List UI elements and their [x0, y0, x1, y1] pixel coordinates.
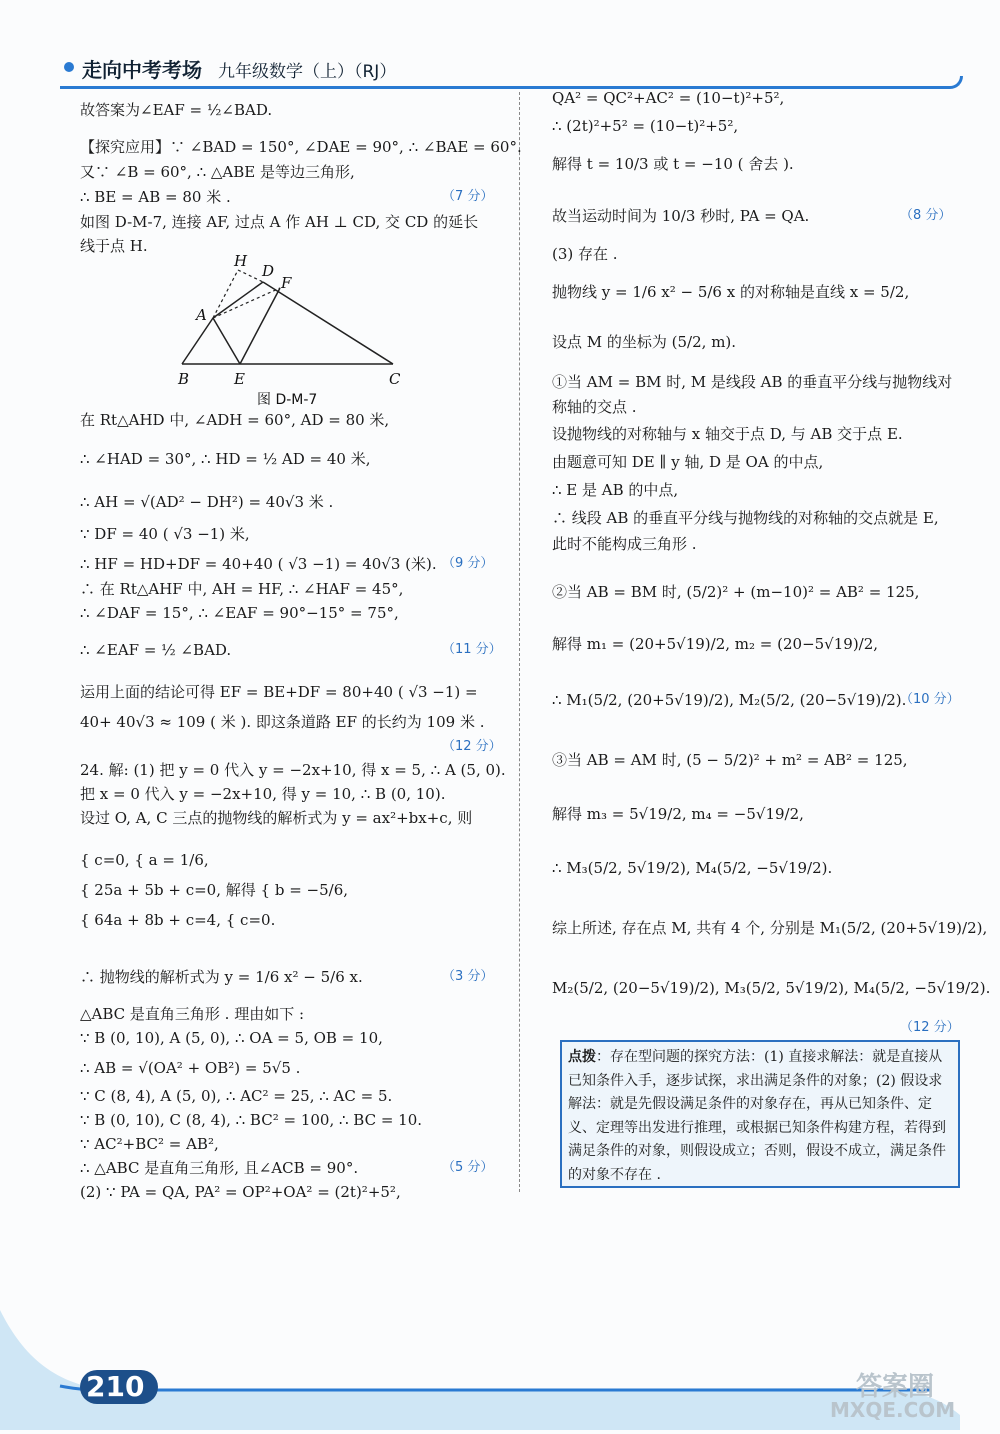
text-line [80, 878, 348, 902]
score-mark: （7 分） [442, 189, 494, 204]
label-e: E [234, 370, 245, 388]
text-line [80, 135, 522, 159]
text-line [80, 447, 370, 471]
text-line [552, 242, 618, 266]
line-text: ∴ 在 Rt△AHF 中, AH = HF, ∴ ∠HAF = 45°, [80, 580, 404, 598]
line-text: 运用上面的结论可得 EF = BE+DF = 80+40 ( √3 −1) = [80, 683, 478, 701]
line-text: 抛物线 y = 1/6 x² − 5/6 x 的对称轴是直线 x = 5/2, [552, 283, 910, 301]
segment-ab [182, 318, 213, 364]
line-text: ∴ M₁(5/2, (20+5√19)/2), M₂(5/2, (20−5√19)/2). [552, 691, 907, 709]
text-line [80, 1002, 304, 1026]
text-line [80, 522, 250, 546]
text-line [552, 204, 809, 228]
line-text: 此时不能构成三角形 . [552, 535, 697, 553]
tip-box [560, 1040, 960, 1188]
line-text: { 64a + 8b + c=4, { c=0. [80, 911, 276, 929]
line-text: 40+ 40√3 ≈ 109 ( 米 ). 即这条道路 EF 的长约为 109 米 . [80, 713, 485, 731]
line-text: QA² = QC²+AC² = (10−t)²+5², [552, 89, 785, 107]
label-b: B [178, 370, 190, 388]
line-text: ∴ BE = AB = 80 米 . [80, 188, 231, 206]
score-mark: （10 分） [900, 692, 960, 707]
text-line [552, 532, 697, 556]
line-text: ②当 AB = BM 时, (5/2)² + (m−10)² = AB² = 125, [552, 583, 920, 601]
line-text: 设抛物线的对称轴与 x 轴交于点 D, 与 AB 交于点 E. [552, 425, 903, 443]
line-text: 【探究应用】∵ ∠BAD = 150°, ∠DAE = 90°, ∴ ∠BAE = 60°. [80, 138, 522, 156]
text-line [80, 1108, 422, 1132]
line-text: ∴ E 是 AB 的中点, [552, 481, 679, 499]
line-text: 把 x = 0 代入 y = −2x+10, 得 y = 10, ∴ B (0, 10). [80, 785, 446, 803]
text-line [80, 638, 231, 662]
text-line [80, 1026, 383, 1050]
text-line [80, 1180, 401, 1204]
score-mark: （12 分） [442, 739, 502, 754]
score-mark: （11 分） [442, 642, 502, 657]
line-text: ∴ 抛物线的解析式为 y = 1/6 x² − 5/6 x. [80, 968, 363, 986]
text-line [552, 802, 804, 826]
text-line [552, 748, 908, 772]
label-d: D [262, 262, 275, 280]
line-text: 在 Rt△AHD 中, ∠ADH = 60°, AD = 80 米, [80, 411, 390, 429]
score-mark: （9 分） [442, 556, 494, 571]
text-line [552, 580, 919, 604]
text-line [80, 908, 275, 932]
line-text: { 25a + 5b + c=0, 解得 { b = −5/6, [80, 881, 349, 899]
line-text: 设点 M 的坐标为 (5/2, m). [552, 333, 737, 351]
tip-text: ：存在型问题的探究方法：(1) 直接求解法：就是直接从已知条件入手，逐步试探，求出满足条件的对象；(2) 假设求解法：就是先假设满足条件的对象存在，再从已知条件、定义、定理等出发进行推理，或根据已知条件构建方程，若得到满足条件的对象，则假设成立；否则，假设不成立，满足条件的对象不存在 . [568, 1049, 946, 1183]
line-text: 称轴的交点 . [552, 398, 637, 416]
text-line [80, 552, 437, 576]
text-line [80, 848, 209, 872]
line-text: ∵ B (0, 10), A (5, 0), ∴ OA = 5, OB = 10, [80, 1029, 383, 1047]
segment-hd [238, 270, 263, 282]
text-line [80, 782, 445, 806]
text-line [552, 478, 678, 502]
line-text: 24. 解: (1) 把 y = 0 代入 y = −2x+10, 得 x = 5, ∴ A (5, 0). [80, 761, 506, 779]
text-line [80, 965, 363, 989]
segment-af [213, 288, 280, 318]
line-text: 故当运动时间为 10/3 秒时, PA = QA. [552, 207, 810, 225]
score-mark: （3 分） [442, 969, 494, 984]
text-line [80, 758, 506, 782]
line-text: 解得 t = 10/3 或 t = −10 ( 舍去 ). [552, 155, 794, 173]
text-line [80, 1056, 300, 1080]
text-line [552, 632, 878, 656]
line-text: ∵ AC²+BC² = AB², [80, 1135, 219, 1153]
text-line [552, 976, 990, 1000]
line-text: 又∵ ∠B = 60°, ∴ △ABE 是等边三角形, [80, 163, 355, 181]
label-c: C [389, 370, 400, 388]
text-line [80, 680, 478, 704]
line-text: 如图 D-M-7, 连接 AF, 过点 A 作 AH ⊥ CD, 交 CD 的延长 [80, 213, 479, 231]
book-title: 九年级数学（上）（RJ） [218, 62, 397, 82]
line-text: ∴ AH = √(AD² − DH²) = 40√3 米 . [80, 493, 334, 511]
text-line [80, 490, 333, 514]
line-text: ∴ AB = √(OA² + OB²) = 5√5 . [80, 1059, 301, 1077]
segment-ad [213, 282, 263, 318]
line-text: { c=0, { a = 1/6, [80, 851, 209, 869]
line-text: 解得 m₃ = 5√19/2, m₄ = −5√19/2, [552, 805, 804, 823]
score-mark: （12 分） [900, 1020, 960, 1035]
text-line [80, 601, 399, 625]
text-line [552, 114, 738, 138]
segment-ah [213, 270, 238, 318]
line-text: ①当 AM = BM 时, M 是线段 AB 的垂直平分线与抛物线对 [552, 373, 953, 391]
text-line [552, 688, 906, 712]
text-line [80, 1084, 392, 1108]
line-text: 由题意可知 DE ∥ y 轴, D 是 OA 的中点, [552, 453, 824, 471]
text-line [552, 86, 784, 110]
label-a: A [196, 306, 207, 324]
line-text: ∴ M₃(5/2, 5√19/2), M₄(5/2, −5√19/2). [552, 859, 833, 877]
line-text: ∵ B (0, 10), C (8, 4), ∴ BC² = 100, ∴ BC = 10. [80, 1111, 423, 1129]
score-mark: （5 分） [442, 1160, 494, 1175]
line-text: M₂(5/2, (20−5√19)/2), M₃(5/2, 5√19/2), M₄(5/2, −5√19/2). [552, 979, 991, 997]
text-line [552, 395, 637, 419]
text-line [552, 280, 909, 304]
column-divider [519, 92, 520, 1192]
text-line [80, 408, 389, 432]
line-text: (3) 存在 . [552, 245, 618, 263]
segment-ef [240, 288, 280, 364]
score-mark: （8 分） [900, 208, 952, 223]
line-text: ③当 AB = AM 时, (5 − 5/2)² + m² = AB² = 125, [552, 751, 908, 769]
watermark-url: MXQE.COM [830, 1398, 956, 1422]
label-f: F [281, 274, 292, 292]
line-text: ∴ ∠DAF = 15°, ∴ ∠EAF = 90°−15° = 75°, [80, 604, 399, 622]
text-line [552, 916, 987, 940]
text-line [552, 506, 939, 530]
figure-d-m-7 [100, 170, 400, 410]
line-text: ∴ HF = HD+DF = 40+40 ( √3 −1) = 40√3 (米). [80, 555, 437, 573]
series-title: 走向中考考场 [82, 58, 202, 82]
segment-ae [213, 318, 240, 364]
text-line [552, 330, 736, 354]
text-line [80, 806, 472, 830]
line-text: ∴ 线段 AB 的垂直平分线与抛物线的对称轴的交点就是 E, [552, 509, 939, 527]
figure-caption: 图 D-M-7 [257, 392, 318, 408]
text-line [80, 98, 272, 122]
line-text: 线于点 H. [80, 237, 148, 255]
line-text: (2) ∵ PA = QA, PA² = OP²+OA² = (2t)²+5², [80, 1183, 401, 1201]
segment-dc [263, 282, 393, 364]
line-text: △ABC 是直角三角形 . 理由如下 : [80, 1005, 305, 1023]
line-text: ∵ C (8, 4), A (5, 0), ∴ AC² = 25, ∴ AC = 5. [80, 1087, 393, 1105]
text-line [552, 422, 903, 446]
line-text: ∴ ∠HAD = 30°, ∴ HD = ½ AD = 40 米, [80, 450, 371, 468]
tip-label: 点拨 [568, 1049, 596, 1065]
line-text: 设过 O, A, C 三点的抛物线的解析式为 y = ax²+bx+c, 则 [80, 809, 473, 827]
text-line [552, 370, 952, 394]
geometry-diagram [100, 170, 400, 410]
text-line [80, 1156, 358, 1180]
line-text: ∴ (2t)²+5² = (10−t)²+5², [552, 117, 739, 135]
label-h: H [234, 252, 248, 270]
line-text: ∴ ∠EAF = ½ ∠BAD. [80, 641, 232, 659]
bullet-icon [64, 62, 74, 72]
line-text: ∴ △ABC 是直角三角形, 且∠ACB = 90°. [80, 1159, 359, 1177]
text-line [552, 856, 832, 880]
text-line [552, 450, 823, 474]
page-header [60, 52, 960, 82]
watermark-logo: 答案圈 [856, 1372, 935, 1402]
page-number: 210 [86, 1370, 145, 1403]
line-text: 解得 m₁ = (20+5√19)/2, m₂ = (20−5√19)/2, [552, 635, 879, 653]
header-rule [60, 76, 963, 89]
line-text: 综上所述, 存在点 M, 共有 4 个, 分别是 M₁(5/2, (20+5√19)/2), [552, 919, 988, 937]
text-line [552, 152, 794, 176]
text-line [80, 577, 403, 601]
line-text: 故答案为∠EAF = ½∠BAD. [80, 101, 273, 119]
text-line [80, 710, 485, 734]
line-text: ∵ DF = 40 ( √3 −1) 米, [80, 525, 250, 543]
text-line [80, 1132, 219, 1156]
